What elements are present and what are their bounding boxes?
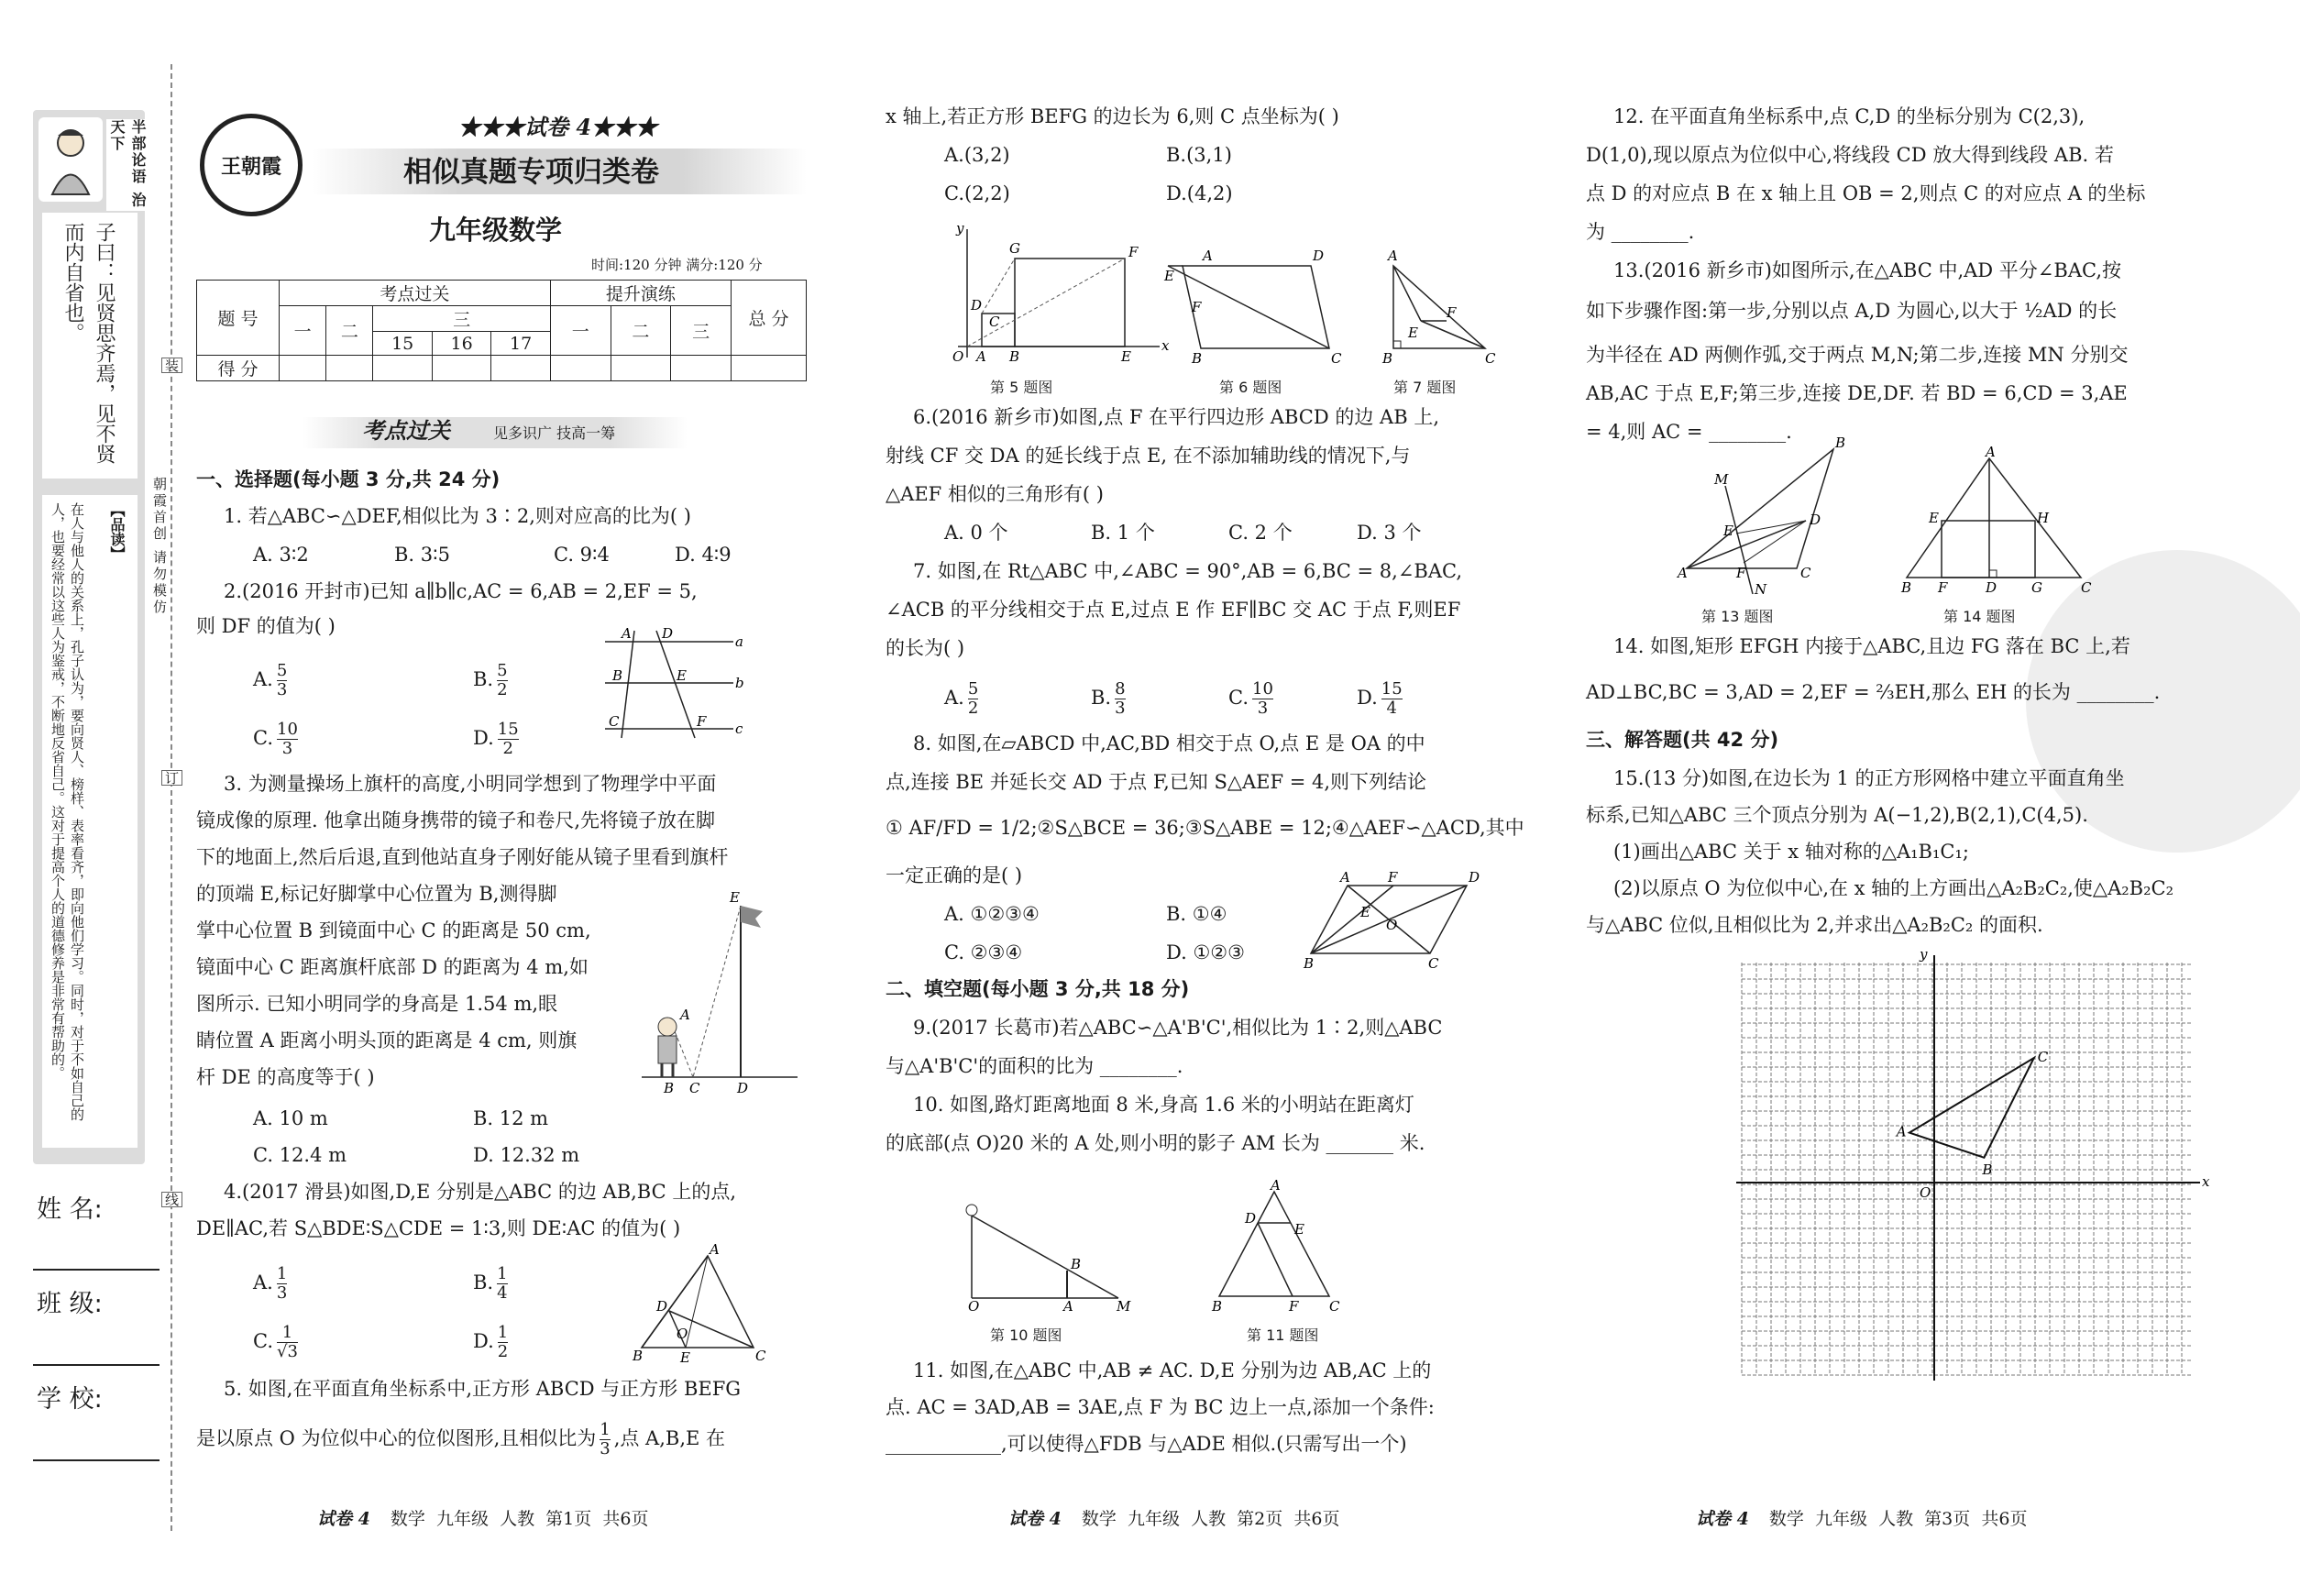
binding-mark-1: 装 (161, 358, 182, 373)
footer-3: 试卷 4 数学 九年级 人教 第3页 共6页 (1696, 1509, 2028, 1529)
paper-number: ★★★试卷 4★★★ (458, 114, 658, 140)
q9-b: 与△A'B'C'的面积的比为 ________. (886, 1055, 1183, 1077)
q6-opt-d: D. 3 个 (1357, 522, 1422, 544)
score-cell[interactable] (732, 356, 807, 381)
q8-line-4: 一定正确的是( ) (886, 864, 1023, 886)
q15-line-3: (1)画出△ABC 关于 x 轴对称的△A₁B₁C₁; (1613, 841, 1969, 863)
group-2: 提升演练 (550, 281, 731, 306)
q9: 9.(2017 长葛市)若△ABC∽△A'B'C',相似比为 1∶2,则△ABC (913, 1017, 1443, 1039)
quote-avatar (39, 117, 103, 202)
svg-text:A: A (1271, 1177, 1281, 1194)
svg-text:D: D (1469, 869, 1480, 886)
svg-text:A: A (622, 625, 632, 642)
q6-opt-a: A. 0 个 (944, 522, 1008, 544)
q5-opt-c: C.(2,2) (944, 182, 1010, 204)
q13-line-4: AB,AC 于点 E,F;第三步,连接 DE,DF. 若 BD = 6,CD = 3,AE (1586, 382, 2128, 404)
section-1-title: 一、选择题(每小题 3 分,共 24 分) (196, 468, 501, 490)
q6-line-3: △AEF 相似的三角形有( ) (886, 483, 1104, 505)
q10: 10. 如图,路灯距离地面 8 米,身高 1.6 米的小明站在距离灯 (913, 1094, 1414, 1116)
q5-opt-d: D.(4,2) (1166, 182, 1233, 204)
svg-text:A: A (1063, 1298, 1073, 1315)
svg-text:B: B (1212, 1298, 1223, 1315)
svg-text:C: C (1485, 350, 1496, 367)
q2-opt-a: A. $\frac{5}{3}$ (253, 661, 288, 699)
q3-line-4: 的顶端 E,标记好脚掌中心位置为 B,测得脚 (196, 883, 557, 905)
q4-figure (633, 1241, 770, 1366)
q2-opt-b: B. $\frac{5}{2}$ (473, 661, 508, 699)
q11-b: 点. AC = 3AD,AB = 3AE,点 F 为 BC 边上一点,添加一个条件: (886, 1396, 1435, 1418)
q3-line-7: 图所示. 已知小明同学的身高是 1.54 m,眼 (196, 993, 558, 1015)
svg-text:C: C (2081, 579, 2092, 596)
group-1: 考点过关 (280, 281, 551, 306)
triangle-abc (1909, 1058, 2034, 1158)
q8-figure (1302, 869, 1485, 970)
quote-header: 半部论语 治天下 (106, 119, 149, 211)
q2: 2.(2016 开封市)已知 a∥b∥c,AC = 6,AB = 2,EF = 5, (224, 580, 698, 602)
point-b-label: B (1982, 1161, 1993, 1178)
svg-text:A: A (1388, 248, 1398, 264)
name-label: 姓 名: (37, 1195, 103, 1224)
score-label: 得 分 (197, 356, 280, 381)
q1-opt-d: D. 4∶9 (675, 544, 732, 566)
svg-text:O: O (677, 1326, 688, 1342)
svg-text:B: B (612, 667, 623, 684)
sub-15: 15 (373, 332, 432, 356)
svg-text:B: B (1835, 435, 1846, 451)
svg-text:F: F (1192, 299, 1202, 315)
fig-5-caption: 第 5 题图 (990, 379, 1053, 396)
class-label: 班 级: (37, 1290, 103, 1318)
binding-mark-3: 线 (161, 1192, 182, 1207)
svg-text:C: C (689, 1080, 700, 1096)
svg-text:b: b (735, 675, 744, 691)
svg-text:B: B (1009, 348, 1020, 365)
q12-line-3: 点 D 的对应点 B 在 x 轴上且 OB = 2,则点 C 的对应点 A 的坐标 (1586, 182, 2146, 204)
fig-11 (1210, 1177, 1348, 1315)
q5-opt-a: A.(3,2) (944, 144, 1010, 166)
svg-text:E: E (1929, 510, 1939, 526)
name-field[interactable] (33, 1269, 160, 1271)
fig-14 (1898, 444, 2092, 596)
fig-13 (1678, 435, 1861, 598)
score-cell[interactable] (432, 356, 490, 381)
q3-line-5: 掌中心位置 B 到镜面中心 C 的距离是 50 cm, (196, 919, 591, 941)
footer-1: 试卷 4 数学 九年级 人教 第1页 共6页 (317, 1509, 649, 1529)
q5-opt-b: B.(3,1) (1166, 144, 1232, 166)
logo-text: 王朝霞 (220, 154, 281, 179)
svg-text:B: B (1304, 955, 1315, 972)
q1: 1. 若△ABC∽△DEF,相似比为 3∶2,则对应高的比为( ) (224, 505, 691, 527)
q8-opt-c: C. ②③④ (944, 941, 1023, 963)
svg-text:A: A (976, 348, 986, 365)
q7-line-3: 的长为( ) (886, 637, 965, 659)
q7-line-1: 7. 如图,在 Rt△ABC 中,∠ABC = 90°,AB = 6,BC = 8,∠BAC, (913, 560, 1463, 582)
score-table (196, 280, 807, 381)
q4-opt-d: D. $\frac{1}{2}$ (473, 1323, 509, 1361)
q8-opt-a: A. ①②③④ (944, 903, 1040, 925)
fig-11-caption: 第 11 题图 (1247, 1326, 1319, 1344)
svg-text:D: D (656, 1298, 668, 1315)
svg-text:O: O (1386, 917, 1398, 933)
svg-text:F: F (1289, 1298, 1299, 1315)
coordinate-grid[interactable] (1733, 946, 2210, 1384)
q3-opt-c: C. 12.4 m (253, 1144, 347, 1166)
pindu-text: 在人与他人的关系上，孔子认为，要向贤人、榜样、表率看齐，即向他们学习。同时，对于不如自己的人，也要经常以这些人为鉴戒，不断地反省自己。这对于提高个人的道德修养是非常有帮助的。 (50, 502, 85, 1121)
svg-text:D: D (1810, 512, 1821, 528)
section-3-title: 三、解答题(共 42 分) (1586, 729, 1779, 751)
q5-d: x 轴上,若正方形 BEFG 的边长为 6,则 C 点坐标为( ) (886, 105, 1339, 127)
q3-line-9: 杆 DE 的高度等于( ) (196, 1066, 375, 1088)
svg-text:D: D (1313, 248, 1325, 264)
x-axis-label: x (2202, 1173, 2210, 1190)
point-c-label: C (2037, 1049, 2049, 1065)
score-cell[interactable] (550, 356, 611, 381)
q10-b: 的底部(点 O)20 米的 A 处,则小明的影子 AM 长为 _______ 米. (886, 1132, 1425, 1154)
svg-text:C: C (609, 713, 620, 730)
col-3: 三 (373, 306, 550, 332)
svg-text:E: E (1121, 348, 1131, 365)
svg-text:E: E (1360, 904, 1370, 920)
origin-label: O (1920, 1184, 1931, 1201)
svg-text:y: y (956, 220, 964, 237)
svg-text:A: A (680, 1007, 690, 1023)
q3-line-3: 下的地面上,然后后退,直到他站直身子刚好能从镜子里看到旗杆 (196, 846, 729, 868)
q4-opt-c: C. $\frac{1}{√3}$ (253, 1323, 298, 1361)
col-1: 一 (280, 306, 326, 356)
q4-opt-a: A. $\frac{1}{3}$ (253, 1264, 288, 1303)
quote-main: 子曰：见贤思齐焉，见不贤而内自省也。 (61, 222, 116, 464)
svg-text:B: B (1071, 1256, 1082, 1272)
q13-line-2: 如下步骤作图:第一步,分别以点 A,D 为圆心,以大于 ½AD 的长 (1586, 300, 2118, 322)
svg-text:O: O (952, 348, 964, 365)
pindu-title: 【品读】 (108, 502, 126, 561)
svg-text:E: E (677, 667, 687, 684)
q3-line-6: 镜面中心 C 距离旗杆底部 D 的距离为 4 m,如 (196, 956, 589, 978)
q3-opt-b: B. 12 m (473, 1107, 549, 1129)
svg-text:F: F (1736, 565, 1746, 581)
fig-10 (953, 1201, 1131, 1315)
score-cell[interactable] (491, 356, 550, 381)
q4-opt-b: B. $\frac{1}{4}$ (473, 1264, 508, 1303)
svg-text:F: F (1938, 579, 1948, 596)
svg-text:E: E (730, 889, 740, 906)
svg-text:E: E (680, 1349, 690, 1366)
paper-title: 相似真题专项归类卷 (403, 156, 659, 189)
school-field[interactable] (33, 1459, 160, 1461)
fig-6 (1164, 229, 1348, 367)
q14: 14. 如图,矩形 EFGH 内接于△ABC,且边 FG 落在 BC 上,若 (1613, 635, 2130, 657)
q3-opt-a: A. 10 m (253, 1107, 328, 1129)
q8-line-3: ① AF/FD = 1/2;②S△BCE = 36;③S△ABE = 12;④△AEF∽△ACD,其中 (886, 817, 1524, 839)
fig-13-caption: 第 13 题图 (1701, 608, 1774, 625)
q6-line-2: 射线 CF 交 DA 的延长线于点 E, 在不添加辅助线的情况下,与 (886, 445, 1411, 467)
q12-line-4: 为 ________. (1586, 221, 1695, 243)
page-3 (1586, 0, 2300, 1596)
q2-b: 则 DF 的值为( ) (196, 615, 336, 637)
q8-opt-d: D. ①②③ (1166, 941, 1245, 963)
score-cell[interactable] (326, 356, 373, 381)
svg-text:C: C (989, 314, 1000, 330)
q15-line-5: 与△ABC 位似,且相似比为 2,并求出△A₂B₂C₂ 的面积. (1586, 914, 2043, 936)
sub-16: 16 (432, 332, 490, 356)
page-2 (862, 0, 1586, 1596)
q6-opt-c: C. 2 个 (1228, 522, 1293, 544)
svg-text:A: A (1678, 565, 1688, 581)
svg-text:G: G (2031, 579, 2042, 596)
q2-opt-d: D. $\frac{15}{2}$ (473, 720, 519, 758)
svg-text:D: D (662, 625, 674, 642)
fig-7-caption: 第 7 题图 (1393, 379, 1457, 396)
binding-mark-2: 订 (161, 770, 182, 786)
svg-text:M: M (1117, 1298, 1131, 1315)
q15-line-4: (2)以原点 O 为位似中心,在 x 轴的上方画出△A₂B₂C₂,使△A₂B₂C₂ (1613, 877, 2173, 899)
svg-text:D: D (971, 297, 983, 314)
svg-text:E: E (1164, 268, 1174, 284)
section-banner-slogan: 见多识广 技高一筹 (493, 424, 616, 442)
svg-text:x: x (1161, 337, 1170, 354)
svg-text:B: B (1901, 579, 1912, 596)
fig-14-caption: 第 14 题图 (1943, 608, 2016, 625)
sub-17: 17 (491, 332, 550, 356)
q1-opt-c: C. 9∶4 (554, 544, 610, 566)
q7-opt-a: A. $\frac{5}{2}$ (944, 679, 979, 718)
fig-10-caption: 第 10 题图 (990, 1326, 1062, 1344)
time-info: 时间:120 分钟 满分:120 分 (591, 257, 763, 273)
svg-text:D: D (737, 1080, 749, 1096)
q7-opt-b: B. $\frac{8}{3}$ (1091, 679, 1126, 718)
q6-line-1: 6.(2016 新乡市)如图,点 F 在平行四边形 ABCD 的边 AB 上, (913, 406, 1440, 428)
svg-text:E: E (1408, 325, 1418, 341)
q3-line-1: 3. 为测量操场上旗杆的高度,小明同学想到了物理学中平面 (224, 773, 717, 795)
svg-text:D: D (1986, 579, 1997, 596)
svg-text:E: E (1723, 523, 1733, 539)
score-cell[interactable] (611, 356, 671, 381)
q15-line-1: 15.(13 分)如图,在边长为 1 的正方形网格中建立平面直角坐 (1613, 767, 2125, 789)
q2-opt-c: C. $\frac{10}{3}$ (253, 720, 298, 758)
q8-line-1: 8. 如图,在▱ABCD 中,AC,BD 相交于点 O,点 E 是 OA 的中 (913, 732, 1425, 754)
svg-text:M: M (1714, 471, 1729, 488)
q13-line-5: = 4,则 AC = ________. (1586, 421, 1792, 443)
svg-text:c: c (735, 721, 743, 737)
svg-text:F: F (697, 713, 707, 730)
svg-text:F: F (1447, 304, 1457, 321)
school-label: 学 校: (37, 1385, 103, 1414)
footer-2: 试卷 4 数学 九年级 人教 第2页 共6页 (1008, 1509, 1340, 1529)
svg-text:F: F (1388, 869, 1398, 886)
q5-b: 是以原点 O 为位似中心的位似图形,且相似比为 $\frac{1}{3}$ ,点 A,B,E 在 (196, 1420, 726, 1458)
svg-text:C: C (755, 1348, 766, 1364)
svg-text:B: B (1382, 350, 1393, 367)
score-cell[interactable] (373, 356, 432, 381)
svg-text:A: A (710, 1241, 720, 1258)
svg-text:A: A (1986, 444, 1996, 460)
svg-text:E: E (1294, 1221, 1304, 1238)
y-axis-label: y (1920, 946, 1928, 963)
svg-text:C: C (1428, 955, 1439, 972)
svg-text:O: O (968, 1298, 980, 1315)
svg-text:H: H (2037, 510, 2050, 526)
fig-6-caption: 第 6 题图 (1219, 379, 1282, 396)
svg-text:C: C (1800, 565, 1811, 581)
q7-opt-c: C. $\frac{10}{3}$ (1228, 679, 1273, 718)
q1-opt-b: B. 3∶5 (394, 544, 450, 566)
q11: 11. 如图,在△ABC 中,AB ≠ AC. D,E 分别为边 AB,AC 上的 (913, 1359, 1432, 1381)
q3-line-2: 镜成像的原理. 他拿出随身携带的镜子和卷尺,先将镜子放在脚 (196, 809, 716, 831)
section-banner-title: 考点过关 (362, 417, 450, 444)
logo (200, 114, 303, 216)
svg-text:B: B (664, 1080, 675, 1096)
row-label: 题 号 (197, 281, 280, 356)
col-2: 二 (326, 306, 373, 356)
svg-text:C: C (1331, 350, 1342, 367)
svg-text:A: A (1203, 248, 1213, 264)
page-1 (0, 0, 862, 1596)
q2-figure (596, 623, 743, 743)
svg-text:G: G (1009, 240, 1020, 257)
col2-3: 三 (671, 306, 732, 356)
score-cell[interactable] (280, 356, 326, 381)
svg-text:N: N (1755, 581, 1767, 598)
q7-opt-d: D. $\frac{15}{4}$ (1357, 679, 1403, 718)
fig-7 (1375, 229, 1503, 367)
col2-2: 二 (611, 306, 671, 356)
q3-opt-d: D. 12.32 m (473, 1144, 580, 1166)
section-2-title: 二、填空题(每小题 3 分,共 18 分) (886, 978, 1190, 1000)
svg-text:C: C (1329, 1298, 1340, 1315)
q15-line-2: 标系,已知△ABC 三个顶点分别为 A(−1,2),B(2,1),C(4,5). (1586, 804, 2088, 826)
q7-line-2: ∠ACB 的平分线相交于点 E,过点 E 作 EF∥BC 交 AC 于点 F,则EF (886, 599, 1461, 621)
svg-text:B: B (1192, 350, 1203, 367)
score-cell[interactable] (671, 356, 732, 381)
svg-text:F: F (1128, 244, 1139, 260)
svg-text:D: D (1245, 1210, 1257, 1227)
q13-line-1: 13.(2016 新乡市)如图所示,在△ABC 中,AD 平分∠BAC,按 (1613, 259, 2121, 281)
q5: 5. 如图,在平面直角坐标系中,正方形 ABCD 与正方形 BEFG (224, 1378, 742, 1400)
svg-text:A: A (1340, 869, 1350, 886)
svg-text:a: a (735, 633, 743, 650)
q4: 4.(2017 滑县)如图,D,E 分别是△ABC 的边 AB,BC 上的点, (224, 1181, 737, 1203)
q1-opt-a: A. 3∶2 (253, 544, 309, 566)
q4-b: DE∥AC,若 S△BDE∶S△CDE = 1∶3,则 DE∶AC 的值为( ) (196, 1217, 681, 1239)
col2-1: 一 (550, 306, 611, 356)
q6-opt-b: B. 1 个 (1091, 522, 1155, 544)
q8-opt-b: B. ①④ (1166, 903, 1227, 925)
q14-b: AD⊥BC,BC = 3,AD = 2,EF = ⅔EH,那么 EH 的长为 ________. (1586, 681, 2161, 703)
q3-figure (633, 889, 807, 1100)
svg-text:B: B (633, 1348, 644, 1364)
class-field[interactable] (33, 1364, 160, 1366)
q13-line-3: 为半径在 AD 两侧作弧,交于两点 M,N;第二步,连接 MN 分别交 (1586, 344, 2129, 366)
q12-line-2: D(1,0),现以原点为位似中心,将线段 CD 放大得到线段 AB. 若 (1586, 144, 2114, 166)
point-a-label: A (1896, 1123, 1907, 1140)
fig-5 (949, 220, 1169, 367)
binding-line (171, 64, 172, 1531)
subject-title: 九年级数学 (429, 215, 563, 246)
q3-line-8: 睛位置 A 距离小明头顶的距离是 4 cm, 则旗 (196, 1029, 578, 1051)
total-header: 总 分 (732, 281, 807, 356)
q8-line-2: 点,连接 BE 并延长交 AD 于点 F,已知 S△AEF = 4,则下列结论 (886, 771, 1427, 793)
copyright-note: 朝霞首创 请勿模仿 (151, 477, 168, 616)
q11-c: ____________,可以使得△FDB 与△ADE 相似.(只需写出一个) (886, 1433, 1407, 1455)
q12-line-1: 12. 在平面直角坐标系中,点 C,D 的坐标分别为 C(2,3), (1613, 105, 2085, 127)
